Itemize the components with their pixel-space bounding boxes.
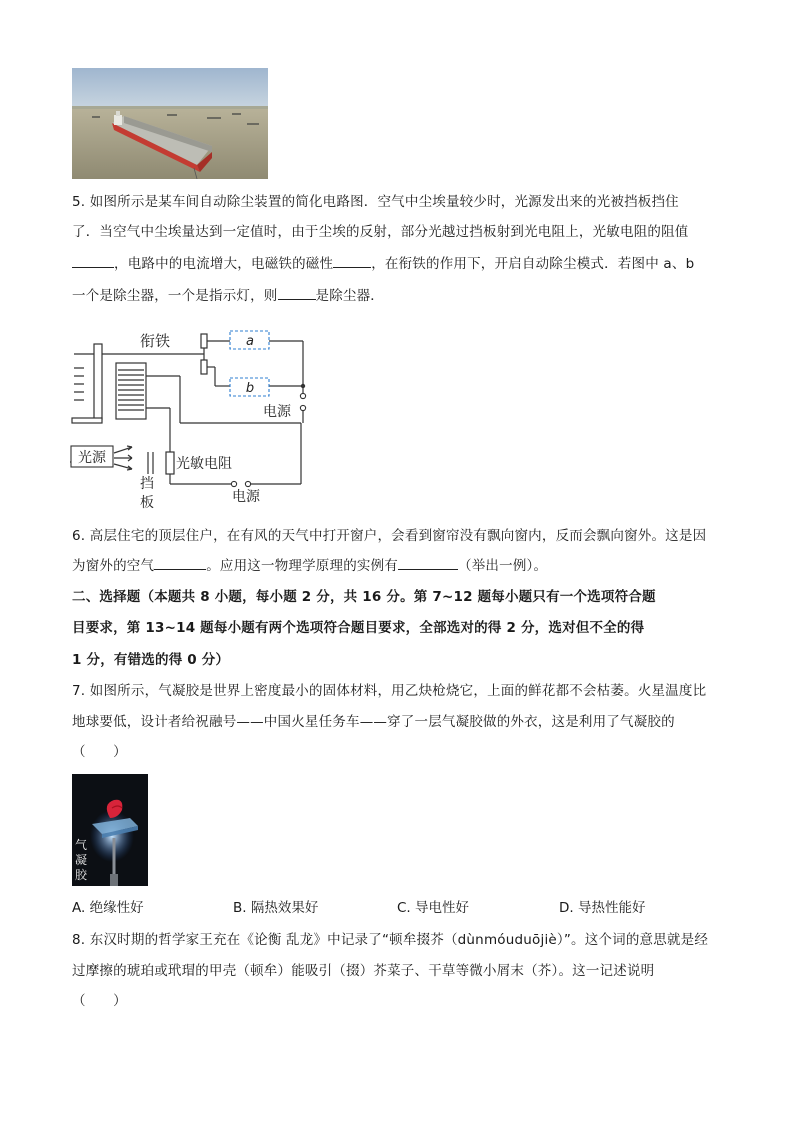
q7-option-a[interactable]: A. 绝缘性好 — [72, 900, 144, 916]
q7-option-c[interactable]: C. 导电性好 — [397, 900, 470, 916]
aerogel-label-char: 胶 — [75, 868, 88, 882]
answer-blank[interactable] — [278, 286, 316, 300]
aerogel-label-char: 气 — [75, 838, 88, 852]
q7-option-b[interactable]: B. 隔热效果好 — [233, 900, 319, 916]
q7-line-1: 7. 如图所示，气凝胶是世界上密度最小的固体材料，用乙炔枪烧它，上面的鲜花都不会枯萎。火星温度比 — [72, 683, 707, 699]
answer-blank[interactable] — [72, 254, 114, 268]
q8-answer-paren: （ ） — [72, 993, 127, 1009]
q8-line-1: 8. 东汉时期的哲学家王充在《论衡 乱龙》中记录了“顿牟掇芥（dùnmóuduōjiè）”。这个词的意思就是经 — [72, 932, 709, 948]
q5-line-4-end: 是除尘器． — [315, 288, 384, 304]
q6-line-2-end: （举出一例）。 — [458, 558, 548, 574]
device-b-label: b — [245, 381, 255, 396]
q6-line-2-start: 为窗外的空气 — [72, 558, 155, 574]
aerogel-photo — [72, 774, 148, 886]
power-label-2: 电源 — [232, 489, 260, 505]
q5-line-1: 5. 如图所示是某车间自动除尘装置的简化电路图．空气中尘埃量较少时，光源发出来的光被挡板挡住 — [72, 194, 679, 210]
q8-line-2: 过摩擦的琥珀或玳瑁的甲壳（顿牟）能吸引（掇）芥菜子、干草等微小屑末（芥）。这一记述说明 — [72, 963, 655, 979]
q7-option-d[interactable]: D. 导热性能好 — [559, 900, 646, 916]
ship-photo — [72, 68, 268, 179]
q6-line-1: 6. 高层住宅的顶层住户，在有风的天气中打开窗户，会看到窗帘没有飘向窗内，反而会飘向窗外。这是因 — [72, 528, 707, 544]
q5-line-3-mid: ，电路中的电流增大，电磁铁的磁性 — [114, 256, 334, 272]
q6-line-2 — [72, 556, 547, 575]
q5-line-3 — [72, 254, 694, 273]
aerogel-label — [75, 838, 89, 883]
dust-removal-circuit-diagram — [70, 316, 310, 512]
q5-line-4 — [72, 286, 384, 305]
aerogel-label-char: 凝 — [75, 853, 88, 867]
baffle-label-1: 挡 — [140, 476, 154, 492]
device-a-label: a — [246, 334, 254, 349]
photoresistor-label: 光敏电阻 — [176, 456, 232, 472]
q5-line-2: 了．当空气中尘埃量达到一定值时，由于尘埃的反射，部分光越过挡板射到光电阻上，光敏电阻的阻值 — [72, 224, 689, 240]
light-source-label: 光源 — [78, 450, 106, 466]
section-2-heading-line-1: 二、选择题（本题共 8 小题，每小题 2 分，共 16 分。第 7~12 题每小题只有一个选项符合题 — [72, 589, 656, 605]
answer-blank[interactable] — [333, 254, 371, 268]
power-label-1: 电源 — [263, 404, 291, 420]
q5-line-4-start: 一个是除尘器，一个是指示灯，则 — [72, 288, 278, 304]
answer-blank[interactable] — [154, 556, 206, 570]
q5-line-3-end: ，在衔铁的作用下，开启自动除尘模式．若图中 a、b — [371, 256, 695, 272]
answer-blank[interactable] — [398, 556, 458, 570]
q7-line-2: 地球要低，设计者给祝融号——中国火星任务车——穿了一层气凝胶做的外衣，这是利用了气凝胶的 — [72, 714, 675, 730]
section-2-heading-line-3: 1 分，有错选的得 0 分） — [72, 652, 230, 668]
q7-answer-paren: （ ） — [72, 744, 127, 760]
baffle-label-2: 板 — [140, 495, 154, 511]
armature-label: 衔铁 — [140, 332, 171, 350]
section-2-heading-line-2: 目要求，第 13~14 题每小题有两个选项符合题目要求，全部选对的得 2 分，选对但不全的得 — [72, 620, 645, 636]
q6-line-2-mid: 。应用这一物理学原理的实例有 — [206, 558, 399, 574]
